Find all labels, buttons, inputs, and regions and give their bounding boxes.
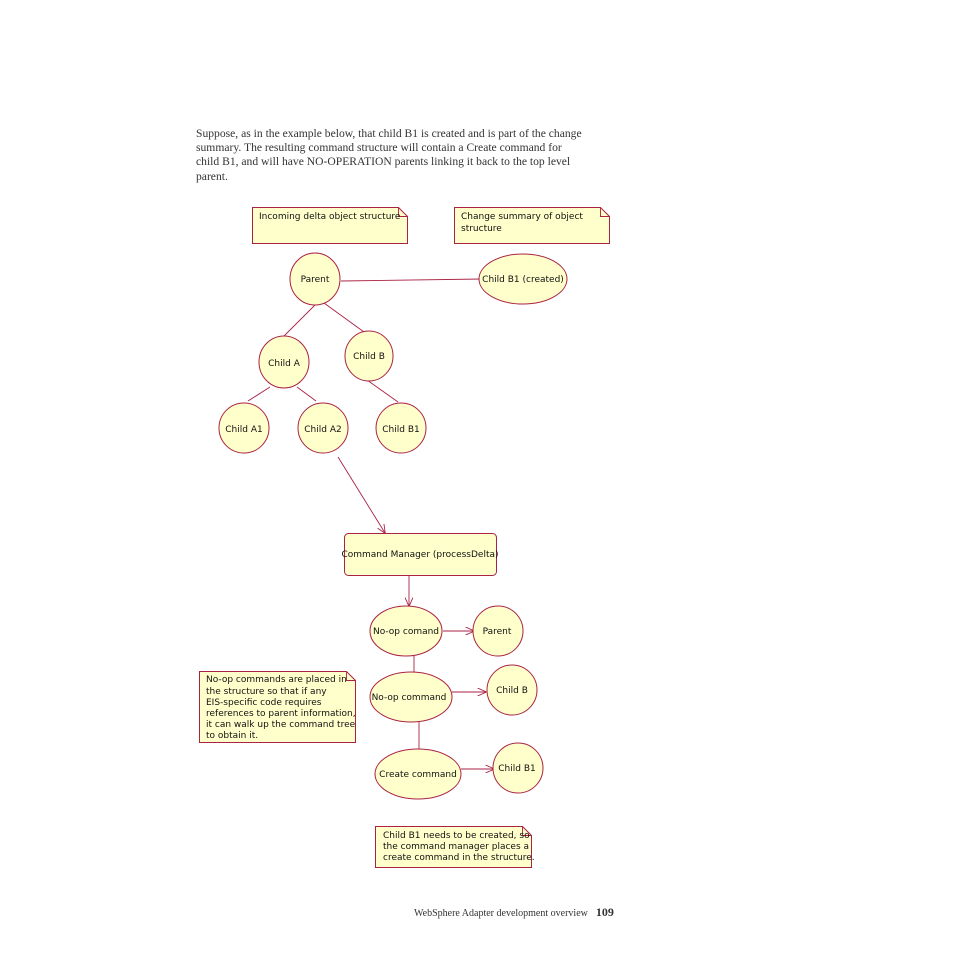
edge-parent-to-child-a <box>284 304 316 336</box>
node-label: Create command <box>379 770 457 780</box>
node-label: Child B1 <box>498 764 536 774</box>
edge-parent-to-child-b <box>324 303 364 332</box>
edge-child-a-to-child-a1 <box>248 387 270 401</box>
edge-child-a2-to-command-manager <box>338 457 385 533</box>
node-child-a1 <box>219 403 269 453</box>
note-text: Child B1 needs to be created, so <box>383 831 530 841</box>
note-text: No-op commands are placed in <box>206 675 347 685</box>
node-child-b1-created <box>479 254 567 304</box>
node-label: Child B1 <box>382 425 420 435</box>
note-text: references to parent information, <box>206 709 356 719</box>
note-text: to obtain it. <box>206 731 259 741</box>
note-text: Incoming delta object structure <box>259 212 401 222</box>
note-incoming-delta <box>253 208 408 244</box>
node-child-a2 <box>298 403 348 453</box>
node-noop-command-1 <box>370 606 442 656</box>
intro-line: Suppose, as in the example below, that child B1 is created and is part of the change <box>196 127 582 140</box>
node-label: Child B <box>353 352 385 362</box>
command-manager-box <box>341 534 498 576</box>
note-create-explanation <box>376 827 535 868</box>
note-text: it can walk up the command tree <box>206 720 356 730</box>
intro-line: parent. <box>196 169 228 183</box>
node-label: Child A2 <box>304 425 342 435</box>
node-create-child-b1 <box>493 743 543 793</box>
node-noop-command-2 <box>370 672 452 722</box>
intro-line: child B1, and will have NO-OPERATION parents linking it back to the top level <box>196 155 571 169</box>
note-text: structure <box>461 224 502 234</box>
node-label: Parent <box>482 627 512 637</box>
note-change-summary <box>455 208 610 244</box>
edge-parent-to-child-b1-created <box>341 279 482 281</box>
node-label: No-op command <box>371 693 447 703</box>
node-label: Child B1 (created) <box>482 275 564 285</box>
note-text: the command manager places a <box>383 842 530 852</box>
footer-title: WebSphere Adapter development overview <box>414 908 588 919</box>
note-text: Change summary of object <box>461 212 583 222</box>
note-noop-explanation <box>200 672 356 743</box>
node-label: Command Manager (processDelta) <box>341 550 499 560</box>
node-create-command <box>375 749 461 799</box>
edge-child-b-to-child-b1 <box>367 380 398 402</box>
node-child-a <box>259 336 309 388</box>
node-label: Child A <box>268 359 300 369</box>
note-text: create command in the structure. <box>383 853 535 863</box>
node-label: Parent <box>300 275 330 285</box>
intro-line: summary. The resulting command structure will contain a Create command for <box>196 141 562 155</box>
note-text: the structure so that if any <box>206 687 327 697</box>
node-noop-child-b <box>487 665 537 715</box>
edge-child-a-to-child-a2 <box>297 387 316 401</box>
node-parent <box>290 253 340 305</box>
page-footer <box>414 903 626 921</box>
node-noop-parent <box>473 606 523 656</box>
note-text: EIS-specific code requires <box>206 698 322 708</box>
node-child-b <box>345 331 393 381</box>
page-number: 109 <box>595 905 614 919</box>
node-label: Child B <box>496 686 528 696</box>
node-child-b1 <box>376 403 426 453</box>
node-label: No-op comand <box>372 627 440 637</box>
node-label: Child A1 <box>225 425 263 435</box>
